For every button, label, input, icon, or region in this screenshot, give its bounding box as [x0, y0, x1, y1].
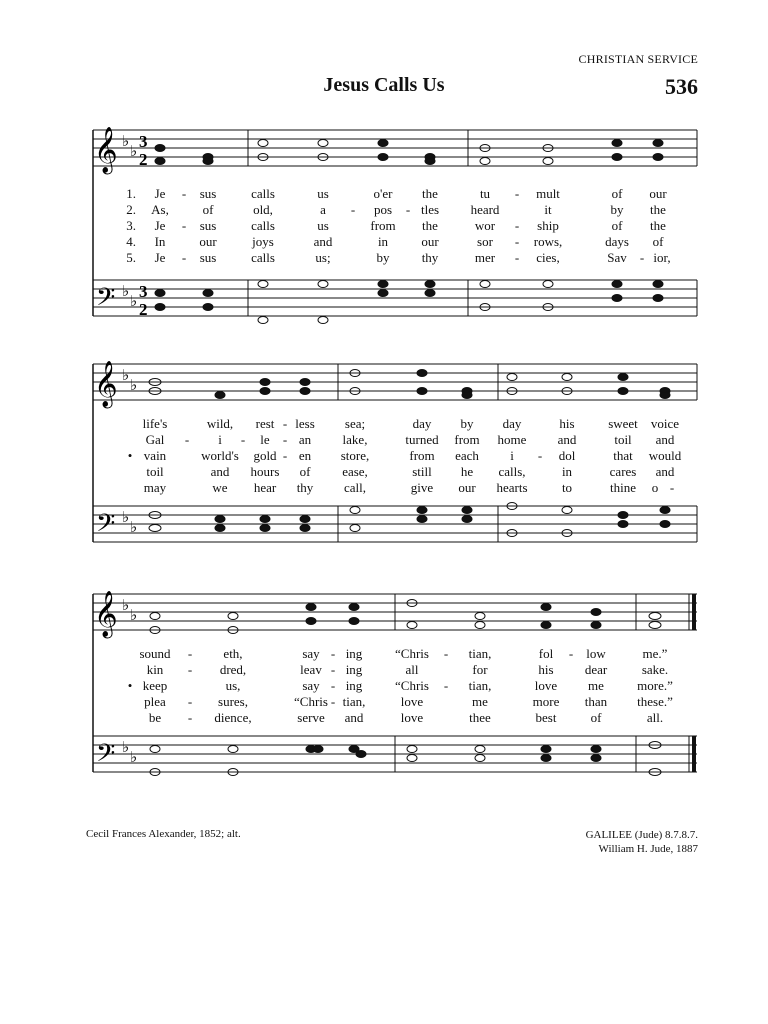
svg-text:♭: ♭ [130, 378, 138, 394]
treble-clef-icon: 𝄞 [94, 591, 118, 636]
hymn-title: Jesus Calls Us [323, 74, 445, 96]
svg-text:♭: ♭ [130, 144, 138, 160]
svg-text:♭: ♭ [122, 368, 130, 384]
bass-clef-icon: 𝄢 [96, 740, 116, 773]
tune-name: GALILEE (Jude) 8.7.8.7. [585, 829, 698, 841]
svg-text:♭: ♭ [122, 598, 130, 614]
verse-1-line: life's wild, rest - less sea; day by day his sweet voice [142, 416, 680, 431]
svg-text:2: 2 [139, 150, 148, 169]
verse-4-line: 4. In our joys and in our sor - rows, days of [126, 234, 664, 249]
verse-3-line: • keep us, say - ing “Chris - tian, love me more.” [127, 678, 673, 693]
verse-2-line: Gal - i - le - an lake, turned from home and toil and [145, 432, 675, 447]
verse-3-line: • vain world's gold - en store, from each i - dol that would [127, 448, 682, 463]
svg-text:3: 3 [139, 132, 148, 151]
final-barline [692, 594, 696, 630]
svg-text:3: 3 [139, 282, 148, 301]
verse-1-line: sound - eth, say - ing “Chris - tian, fol - low me.” [139, 646, 668, 661]
treble-clef-icon: 𝄞 [94, 127, 118, 172]
music-system-3 [0, 570, 768, 800]
section-label: CHRISTIAN SERVICE [578, 52, 698, 66]
verse-5-line: 5. Je - sus calls us; by thy mer - cies, Sav - ior, [126, 250, 671, 265]
verse-2-line: kin - dred, leav - ing all for his dear sake. [146, 662, 669, 677]
verse-2-line: 2. As, of old, a - pos - tles heard it by the [126, 202, 666, 217]
svg-text:♭: ♭ [130, 294, 138, 310]
music-system-2 [0, 340, 768, 570]
svg-text:♭: ♭ [130, 520, 138, 536]
verse-4-line: toil and hours of ease, still he calls, in cares and [146, 464, 675, 479]
music-system-1 [0, 110, 768, 340]
treble-clef-icon: 𝄞 [94, 361, 118, 406]
svg-text:♭: ♭ [130, 608, 138, 624]
verse-1-line: 1. Je - sus calls us o'er the tu - mult of our [126, 186, 667, 201]
composer-credit: William H. Jude, 1887 [598, 843, 698, 855]
svg-text:♭: ♭ [122, 510, 130, 526]
bass-clef-icon: 𝄢 [96, 284, 116, 317]
bass-clef-icon: 𝄢 [96, 510, 116, 543]
verse-5-line: be - dience, serve and love thee best of all. [148, 710, 664, 725]
hymn-number: 536 [665, 74, 698, 99]
svg-text:2: 2 [139, 300, 148, 319]
text-credit: Cecil Frances Alexander, 1852; alt. [86, 828, 241, 840]
verse-4-line: plea - sures, “Chris - tian, love me more than these.” [144, 694, 673, 709]
svg-text:♭: ♭ [122, 740, 130, 756]
svg-text:♭: ♭ [122, 284, 130, 300]
svg-text:♭: ♭ [130, 750, 138, 766]
svg-text:♭: ♭ [122, 134, 130, 150]
verse-3-line: 3. Je - sus calls us from the wor - ship of the [126, 218, 666, 233]
tune-credit [586, 828, 698, 856]
verse-5-line: may we hear thy call, give our hearts to thine o - [143, 480, 675, 495]
